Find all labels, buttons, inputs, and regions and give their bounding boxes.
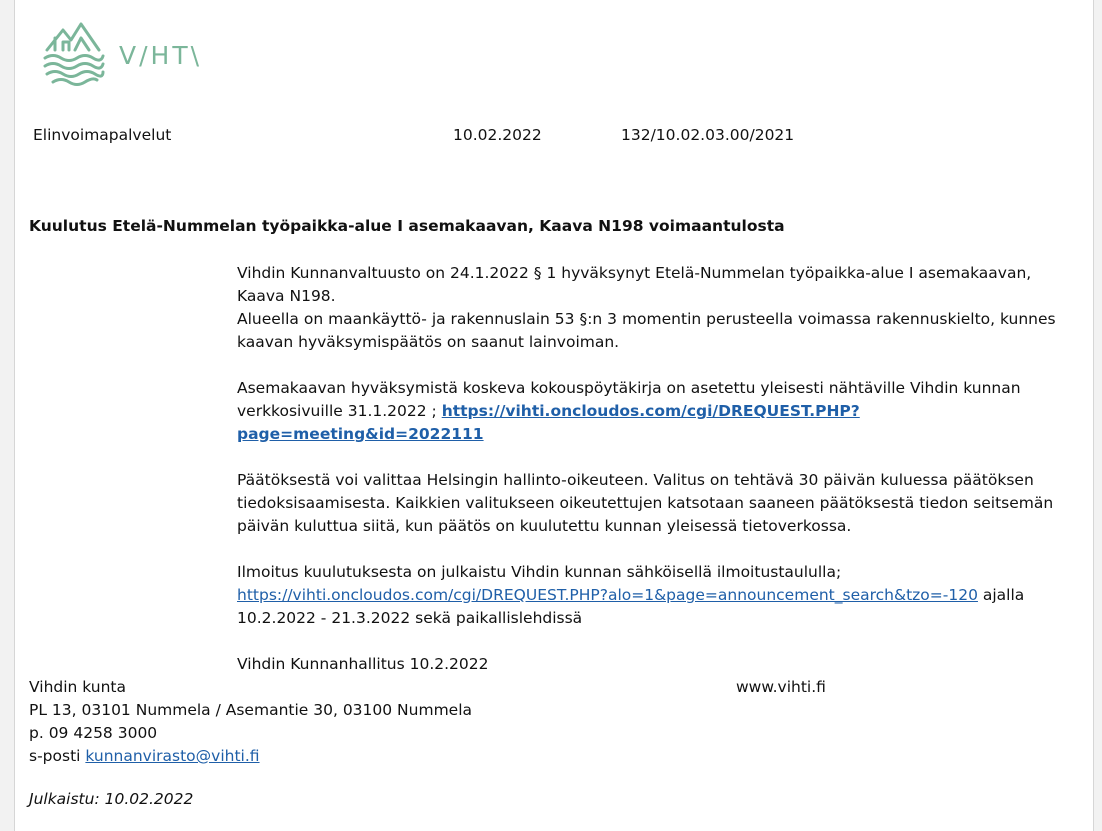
vihti-emblem-icon bbox=[41, 20, 105, 90]
signature: Vihdin Kunnanhallitus 10.2.2022 bbox=[237, 655, 489, 673]
notice-text: Ilmoitus kuulutuksesta on julkaistu Vihdin kunnan sähköisellä ilmoitustaululla; bbox=[237, 563, 842, 581]
website-text: www.vihti.fi bbox=[736, 678, 826, 696]
logo-wordmark: V/HT\ bbox=[119, 40, 203, 70]
organization-name: Vihdin kunta bbox=[29, 678, 127, 696]
paragraph-notice bbox=[237, 561, 1083, 630]
vihti-logo bbox=[41, 20, 202, 90]
email-line bbox=[29, 745, 472, 768]
announcement-board-link[interactable]: https://vihti.oncloudos.com/cgi/DREQUEST.PHP?alo=1&page=announcement_search&tzo=-120 bbox=[237, 586, 978, 604]
paragraph-minutes bbox=[237, 377, 1083, 446]
document-title: Kuulutus Etelä-Nummelan työpaikka-alue I asemakaavan, Kaava N198 voimaantulosta bbox=[29, 217, 785, 235]
paragraph-appeal: Päätöksestä voi valittaa Helsingin hallinto-oikeuteen. Valitus on tehtävä 30 päivän kuluessa päätöksen tiedoksisaamisesta. Kaikkien valitukseen oikeutettujen katsotaan saaneen päätöksestä tiedon seitsemän päivän kuluttua siitä, kun päätös on kuulutettu kunnan yleisessä tietoverkossa. bbox=[237, 471, 1054, 535]
department-label: Elinvoimapalvelut bbox=[33, 126, 172, 144]
meeting-minutes-link[interactable]: https://vihti.oncloudos.com/cgi/DREQUEST.PHP?page=meeting&id=2022111 bbox=[237, 402, 860, 443]
notice-period-text: ajalla 10.2.2022 - 21.3.2022 sekä paikallislehdissä bbox=[237, 586, 1025, 627]
document-date: 10.02.2022 bbox=[453, 126, 542, 144]
email-label: s-posti bbox=[29, 747, 86, 765]
published-date: Julkaistu: 10.02.2022 bbox=[29, 790, 194, 808]
document-page bbox=[14, 0, 1094, 831]
email-link[interactable]: kunnanvirasto@vihti.fi bbox=[85, 747, 260, 765]
minutes-text: Asemakaavan hyväksymistä koskeva kokouspöytäkirja on asetettu yleisesti nähtäville Vihdin kunnan verkkosivuille 31.1.2022 ; bbox=[237, 379, 1021, 420]
phone-number: p. 09 4258 3000 bbox=[29, 724, 158, 742]
paragraph-approval: Vihdin Kunnanvaltuusto on 24.1.2022 § 1 hyväksynyt Etelä-Nummelan työpaikka-alue I asemakaavan, Kaava N198. bbox=[237, 264, 1032, 305]
announcement-body bbox=[237, 262, 1083, 699]
contact-info bbox=[29, 676, 472, 768]
reference-number: 132/10.02.03.00/2021 bbox=[621, 126, 795, 144]
paragraph-building-ban: Alueella on maankäyttö- ja rakennuslain 53 §:n 3 momentin perusteella voimassa rakennuskielto, kunnes kaavan hyväksymispäätös on saanut lainvoiman. bbox=[237, 310, 1056, 351]
postal-address: PL 13, 03101 Nummela / Asemantie 30, 03100 Nummela bbox=[29, 701, 473, 719]
